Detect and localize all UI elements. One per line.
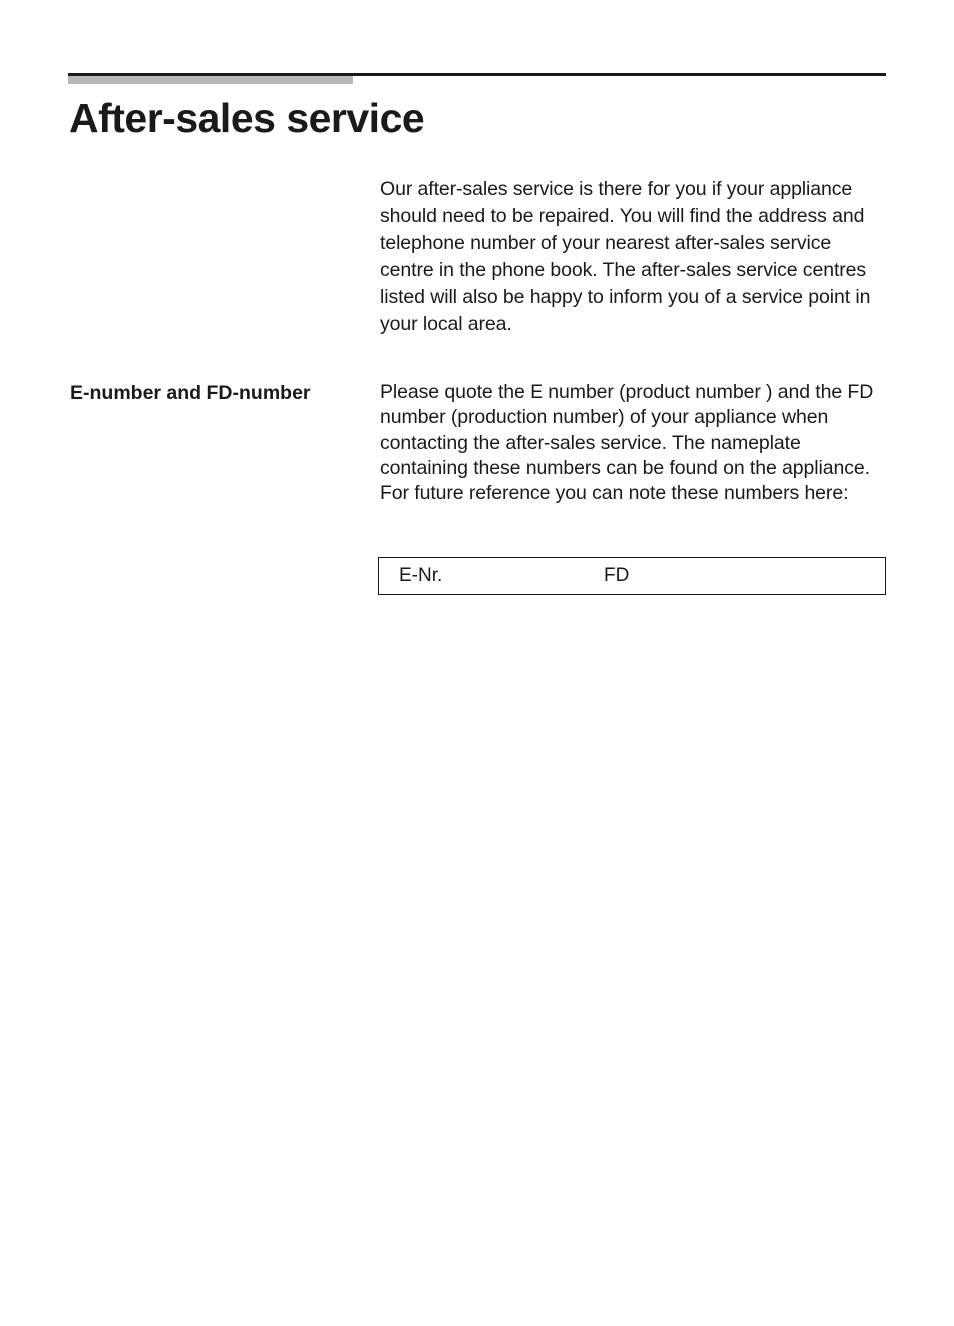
enumber-paragraph: Please quote the E number (product number ) and the FD number (production number) of your appliance when contacting the after-sales service. The nameplate containing these numbers can be found on the appliance. For future reference you can note these numbers here: (380, 381, 874, 505)
page-title: After-sales service (69, 95, 425, 141)
fd-label: FD (604, 565, 630, 586)
intro-paragraph: Our after-sales service is there for you if your appliance should need to be repaired. You will find the address and telephone number of your nearest after-sales service centre in the phone book. The after-sales service centres listed will also be happy to inform you of a service point in your local area. (380, 178, 871, 335)
enr-label: E-Nr. (399, 565, 443, 586)
title-accent-bar (68, 76, 353, 84)
enumber-heading: E-number and FD-number (70, 382, 311, 404)
number-note-box (378, 557, 886, 595)
